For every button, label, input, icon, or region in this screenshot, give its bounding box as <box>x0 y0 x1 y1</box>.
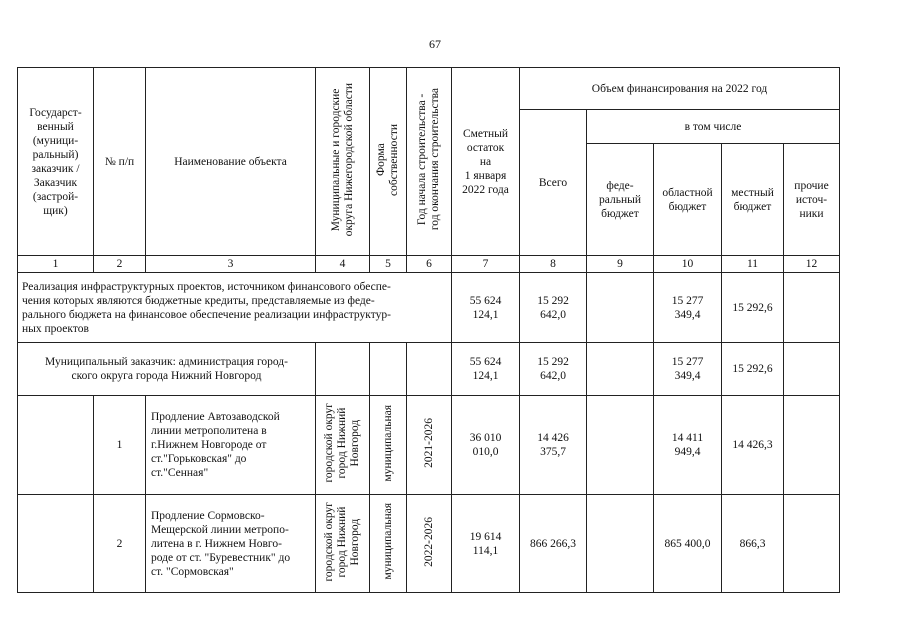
column-number: 10 <box>654 256 722 273</box>
column-number: 11 <box>722 256 784 273</box>
header-including: в том числе <box>587 110 840 144</box>
item-years: 2022-2026 <box>407 495 452 593</box>
item-years: 2021-2026 <box>407 396 452 495</box>
header-row-1 <box>18 68 840 110</box>
item-federal <box>587 396 654 495</box>
item-local: 14 426,3 <box>722 396 784 495</box>
section-total: 15 292 642,0 <box>520 273 587 343</box>
header-total: Всего <box>520 110 587 256</box>
item-other <box>784 396 840 495</box>
column-number: 4 <box>316 256 370 273</box>
customer-total: 15 292 642,0 <box>520 343 587 396</box>
column-number: 12 <box>784 256 840 273</box>
header-funding-2022: Объем финансирования на 2022 год <box>520 68 840 110</box>
section-title: Реализация инфраструктурных проектов, источником финансового обеспе- чения которых являются бюджетные кредиты, представляемые из феде- рального бюджета на финансовое обеспечение реализации инфраструктур- ных проектов <box>18 273 452 343</box>
item-num: 2 <box>94 495 146 593</box>
customer-estimate: 55 624 124,1 <box>452 343 520 396</box>
item-name: Продление Автозаводской линии метрополитена в г.Нижнем Новгороде от ст."Горьковская" до ст."Сенная" <box>146 396 316 495</box>
item-regional: 14 411 949,4 <box>654 396 722 495</box>
item-total: 14 426 375,7 <box>520 396 587 495</box>
customer-municipality <box>316 343 370 396</box>
item-num: 1 <box>94 396 146 495</box>
section-local: 15 292,6 <box>722 273 784 343</box>
section-regional: 15 277 349,4 <box>654 273 722 343</box>
customer-years <box>407 343 452 396</box>
item-regional: 865 400,0 <box>654 495 722 593</box>
customer-ownership <box>370 343 407 396</box>
header-local: местный бюджет <box>722 144 784 256</box>
column-number: 6 <box>407 256 452 273</box>
item-other <box>784 495 840 593</box>
header-num: № п/п <box>94 68 146 256</box>
column-number: 7 <box>452 256 520 273</box>
header-object-name: Наименование объекта <box>146 68 316 256</box>
section-row <box>18 273 840 343</box>
item-ownership: муниципальная <box>370 495 407 593</box>
section-federal <box>587 273 654 343</box>
header-years: Год начала строительства - год окончания строительства <box>407 68 452 256</box>
item-ownership: муниципальная <box>370 396 407 495</box>
header-estimate-balance: Сметный остаток на 1 января 2022 года <box>452 68 520 256</box>
section-estimate: 55 624 124,1 <box>452 273 520 343</box>
section-other <box>784 273 840 343</box>
column-numbers-row <box>18 256 840 273</box>
header-regional: областной бюджет <box>654 144 722 256</box>
header-customer: Государст- венный (муници- pальный) заказчик / Заказчик (застрой- щик) <box>18 68 94 256</box>
item-name: Продление Сормовско- Мещерской линии метропо- литена в г. Нижнем Новго- роде от ст. "Буревестник" до ст. "Сормовская" <box>146 495 316 593</box>
header-federal: феде- ральный бюджет <box>587 144 654 256</box>
item-federal <box>587 495 654 593</box>
customer-regional: 15 277 349,4 <box>654 343 722 396</box>
column-number: 9 <box>587 256 654 273</box>
column-number: 8 <box>520 256 587 273</box>
header-ownership: Форма собственности <box>370 68 407 256</box>
item-customer <box>18 495 94 593</box>
customer-federal <box>587 343 654 396</box>
customer-title: Муниципальный заказчик: администрация город- ского округа города Нижний Новгород <box>18 343 316 396</box>
page-number: 67 <box>429 37 441 51</box>
column-number: 5 <box>370 256 407 273</box>
item-customer <box>18 396 94 495</box>
customer-other <box>784 343 840 396</box>
column-number: 2 <box>94 256 146 273</box>
table-row <box>18 495 840 593</box>
item-municipality: городской округ город Нижний Новгород <box>316 396 370 495</box>
item-local: 866,3 <box>722 495 784 593</box>
column-number: 3 <box>146 256 316 273</box>
column-number: 1 <box>18 256 94 273</box>
customer-row <box>18 343 840 396</box>
financing-table <box>17 67 840 593</box>
table-row <box>18 396 840 495</box>
header-other: прочие источ- ники <box>784 144 840 256</box>
item-estimate: 36 010 010,0 <box>452 396 520 495</box>
customer-local: 15 292,6 <box>722 343 784 396</box>
item-estimate: 19 614 114,1 <box>452 495 520 593</box>
header-municipalities: Муниципальные и городские округа Нижегородской области <box>316 68 370 256</box>
item-municipality: городской округ город Нижний Новгород <box>316 495 370 593</box>
item-total: 866 266,3 <box>520 495 587 593</box>
